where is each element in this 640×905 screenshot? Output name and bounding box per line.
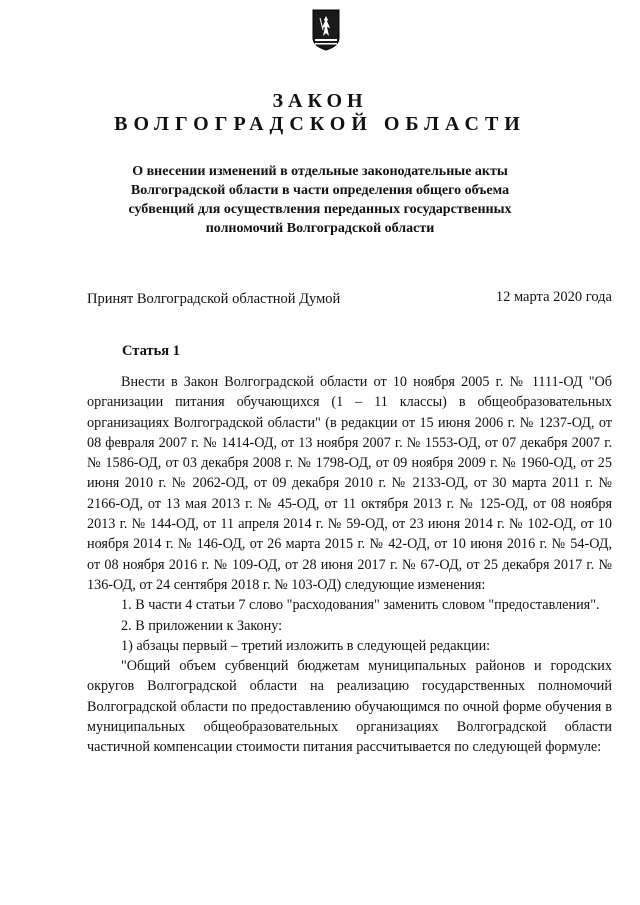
article-body: [87, 372, 612, 758]
adoption-date: 12 марта 2020 года: [495, 289, 612, 305]
article-item-2-1: 1) абзацы первый – третий изложить в следующей редакции:: [121, 637, 491, 654]
article-quote: "Общий объем субвенций бюджетам муниципальных районов и городских округов Волгоградской области на реализацию государственных полномочий Волгоградской области по предоставлению обучающимся по очной форме обучения в муниципальных общеобразовательных организациях Волгоградской области частичной компенсации стоимости питания рассчитывается по следующей формуле:: [87, 658, 612, 756]
article-intro: Внести в Закон Волгоградской области от 10 ноября 2005 г. № 1111-ОД "Об организации питания обучающихся (1 – 11 классы) в общеобразовательных организациях Волгоградской области" (в редакции от 15 июня 2006 г. № 1237-ОД, от 08 февраля 2007 г. № 1414-ОД, от 13 ноября 2007 г. № 1553-ОД, от 07 декабря 2007 г. № 1586-ОД, от 03 декабря 2008 г. № 1798-ОД, от 09 ноября 2009 г. № 1960-ОД, от 25 июня 2010 г. № 2062-ОД, от 09 декабря 2010 г. № 2133-ОД, от 30 марта 2011 г. № 2166-ОД, от 13 мая 2013 г. № 45-ОД, от 11 октября 2013 г. № 125-ОД, от 08 ноября 2013 г. № 144-ОД, от 11 апреля 2014 г. № 59-ОД, от 23 июня 2014 г. № 102-ОД, от 10 ноября 2014 г. № 146-ОД, от 26 марта 2015 г. № 42-ОД, от 10 июня 2016 г. № 54-ОД, от 08 ноября 2016 г. № 109-ОД, от 28 июня 2017 г. № 67-ОД, от 25 декабря 2017 г. № 136-ОД, от 24 сентября 2018 г. № 103-ОД) следующие изменения:: [87, 374, 612, 593]
article-heading: Статья 1: [122, 343, 180, 359]
article-item-2: 2. В приложении к Закону:: [121, 617, 283, 634]
coat-of-arms-icon: [311, 8, 341, 52]
article-item-1: 1. В части 4 статьи 7 слово "расходования" заменить словом "предоставления".: [121, 597, 600, 614]
law-title: ЗАКОН: [272, 90, 368, 112]
law-region: ВОЛГОГРАДСКОЙ ОБЛАСТИ: [114, 113, 526, 135]
law-subject: О внесении изменений в отдельные законодательные акты Волгоградской области в части определения общего объема субвенций для осуществления переданных государственных полномочий Волгоградской области: [128, 164, 512, 236]
adopted-by: Принят Волгоградской областной Думой: [87, 291, 341, 307]
